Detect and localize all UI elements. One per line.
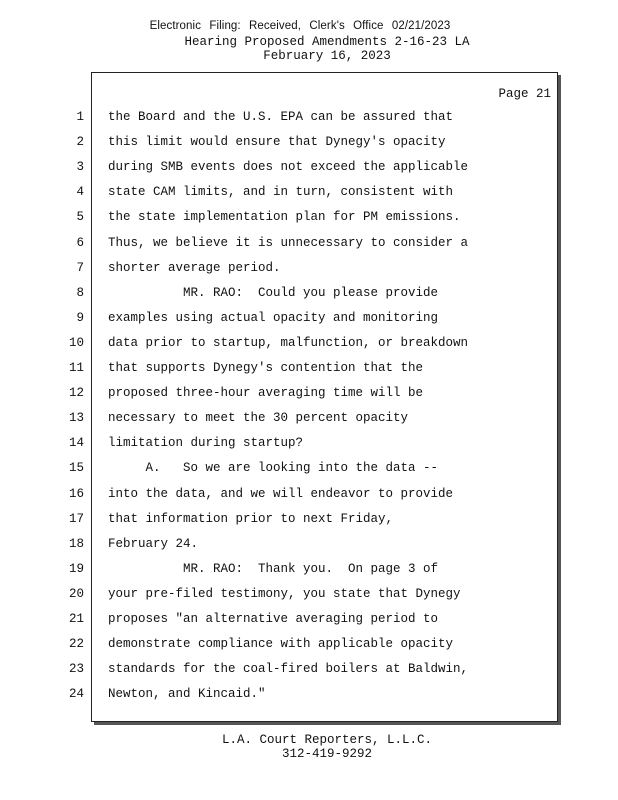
line-text: that supports Dynegy's contention that the — [108, 361, 424, 375]
line-text: this limit would ensure that Dynegy's opacity — [108, 135, 446, 149]
line-number: 16 — [68, 487, 84, 501]
line-text: during SMB events does not exceed the applicable — [108, 160, 469, 174]
line-number: 17 — [68, 512, 84, 526]
line-number: 9 — [76, 311, 84, 325]
document-title: Hearing Proposed Amendments 2-16-23 LA — [184, 35, 470, 49]
reporter-company: L.A. Court Reporters, L.L.C. — [221, 733, 433, 747]
line-number: 2 — [76, 135, 84, 149]
line-text: MR. RAO: Could you please provide — [108, 286, 439, 300]
line-text: Thus, we believe it is unnecessary to consider a — [108, 236, 469, 250]
line-text: the Board and the U.S. EPA can be assured that — [108, 110, 454, 124]
line-text: proposes "an alternative averaging period to — [108, 612, 439, 626]
line-number: 12 — [68, 386, 84, 400]
line-number: 14 — [68, 436, 84, 450]
line-number: 13 — [68, 411, 84, 425]
line-text: A. So we are looking into the data -- — [108, 461, 439, 475]
line-text: Newton, and Kincaid." — [108, 687, 266, 701]
document-date: February 16, 2023 — [263, 49, 391, 63]
line-number: 18 — [68, 537, 84, 551]
reporter-phone: 312-419-9292 — [281, 747, 372, 761]
line-text: standards for the coal-fired boilers at Baldwin, — [108, 662, 469, 676]
page-number: Page 21 — [498, 87, 551, 101]
line-number: 6 — [76, 236, 84, 250]
line-text: your pre-filed testimony, you state that Dynegy — [108, 587, 461, 601]
line-text: limitation during startup? — [108, 436, 304, 450]
line-number: 1 — [76, 110, 84, 124]
filing-stamp: Electronic Filing: Received, Clerk's Office 02/21/2023 — [149, 20, 451, 32]
line-text: February 24. — [108, 537, 199, 551]
line-text: demonstrate compliance with applicable opacity — [108, 637, 454, 651]
line-text: necessary to meet the 30 percent opacity — [108, 411, 409, 425]
line-text: that information prior to next Friday, — [108, 512, 394, 526]
line-number: 11 — [68, 361, 84, 375]
line-number: 7 — [76, 261, 84, 275]
line-text: state CAM limits, and in turn, consistent with — [108, 185, 454, 199]
line-number: 15 — [68, 461, 84, 475]
line-text: examples using actual opacity and monitoring — [108, 311, 439, 325]
line-text: data prior to startup, malfunction, or breakdown — [108, 336, 469, 350]
line-number: 23 — [68, 662, 84, 676]
line-number: 20 — [68, 587, 84, 601]
line-text: MR. RAO: Thank you. On page 3 of — [108, 562, 439, 576]
line-text: proposed three-hour averaging time will be — [108, 386, 424, 400]
line-number: 8 — [76, 286, 84, 300]
line-text: shorter average period. — [108, 261, 281, 275]
line-text: the state implementation plan for PM emissions. — [108, 210, 461, 224]
line-number: 21 — [68, 612, 84, 626]
line-number: 22 — [68, 637, 84, 651]
line-number: 19 — [68, 562, 84, 576]
line-text: into the data, and we will endeavor to provide — [108, 487, 454, 501]
line-number: 4 — [76, 185, 84, 199]
line-number: 24 — [68, 687, 84, 701]
line-number: 10 — [68, 336, 84, 350]
line-number: 3 — [76, 160, 84, 174]
line-number: 5 — [76, 210, 84, 224]
